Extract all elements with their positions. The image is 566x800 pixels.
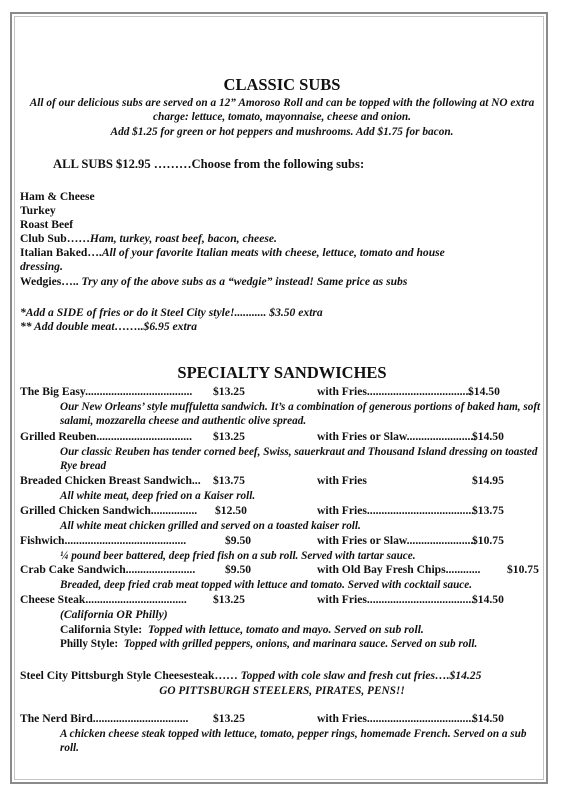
cheese-steak-name: Cheese Steak................................... [20,593,187,606]
fishwich-desc: ¼ pound beer battered, deep fried fish on a sub roll. Served with tartar sauce. [60,550,416,562]
steel-city-slogan: GO PITTSBURGH STEELERS, PIRATES, PENS!! [159,685,405,697]
philly-style [60,637,477,651]
item-wedgies [20,275,407,289]
fishwich-side-price: $10.75 [472,534,504,547]
reuben-name: Grilled Reuben................................. [20,430,192,443]
classic-subs-title: CLASSIC SUBS [223,75,341,94]
wedgies-name: Wedgies….. [20,275,79,288]
crab-cake-side: with Old Bay Fresh Chips............ [317,563,481,576]
big-easy-name: The Big Easy..................................... [20,385,193,398]
item-club-sub [20,232,277,246]
breaded-chicken-side: with Fries [317,474,367,487]
big-easy-desc: Our New Orleans’ style muffuletta sandwich. It’s a combination of generous portions of baked ham, soft salami, mozzarella cheese and authentic olive spread. [60,401,541,428]
club-sub-name: Club Sub…… [20,232,90,245]
breaded-chicken-side-price: $14.95 [472,474,504,487]
classic-subs-intro: All of our delicious subs are served on a 12” Amoroso Roll and can be topped with the following at NO extra charge: lettuce, tomato, mayonnaise, cheese and onion. [29,97,535,124]
fishwich-price: $9.50 [225,534,252,547]
all-subs-price: ALL SUBS $12.95 ………Choose from the following subs: [53,157,365,171]
cheese-steak-options: (California OR Philly) [60,608,168,621]
side-fries-note: *Add a SIDE of fries or do it Steel City style!........... $3.50 extra [20,306,323,319]
crab-cake-name: Crab Cake Sandwich........................ [20,563,196,576]
grilled-chicken-side: with Fries..................................... [317,504,475,517]
reuben-desc: Our classic Reuben has tender corned beef, Swiss, sauerkraut and Thousand Island dressing on toasted Rye bread [60,446,538,473]
wedgies-desc: Try any of the above subs as a “wedgie” instead! Same price as subs [81,275,408,288]
item-turkey: Turkey [20,204,56,217]
crab-cake-price: $9.50 [225,563,252,576]
double-meat-note: ** Add double meat……..$6.95 extra [20,320,198,333]
classic-subs-addons: Add $1.25 for green or hot peppers and mushrooms. Add $1.75 for bacon. [110,126,454,138]
crab-cake-desc: Breaded, deep fried crab meat topped with lettuce and tomato. Served with cocktail sauce. [60,579,473,591]
breaded-chicken-price: $13.75 [213,474,245,487]
breaded-chicken-name: Breaded Chicken Breast Sandwich... [20,474,201,487]
big-easy-row [20,385,192,399]
grilled-chicken-side-price: $13.75 [472,504,504,517]
club-sub-desc: Ham, turkey, roast beef, bacon, cheese. [89,232,277,245]
reuben-side-price: $14.50 [472,430,504,443]
nerd-bird-side-price: $14.50 [472,712,504,725]
grilled-chicken-price: $12.50 [215,504,247,517]
grilled-chicken-name: Grilled Chicken Sandwich................ [20,504,198,517]
california-style-desc: Topped with lettuce, tomato and mayo. Served on sub roll. [147,623,424,636]
specialty-title: SPECIALTY SANDWICHES [177,363,387,382]
steel-city-desc: Topped with cole slaw and fresh cut fries….$14.25 [240,669,482,682]
item-roast-beef: Roast Beef [20,218,74,231]
steel-city-row [20,669,481,683]
cheese-steak-price: $13.25 [213,593,245,606]
cheese-steak-side-price: $14.50 [472,593,504,606]
italian-baked-desc: All of your favorite Italian meats with cheese, lettuce, tomato and house [101,246,445,259]
reuben-side: with Fries or Slaw........................ [317,430,477,443]
philly-style-label: Philly Style: [60,638,119,650]
steel-city-name: Steel City Pittsburgh Style Cheesesteak…… [20,669,238,682]
california-style [60,623,424,637]
philly-style-desc: Topped with grilled peppers, onions, and marinara sauce. Served on sub roll. [123,638,478,650]
fishwich-name: Fishwich.......................................... [20,534,187,547]
nerd-bird-desc: A chicken cheese steak topped with lettuce, tomato, pepper rings, homemade French. Served on a sub roll. [60,728,527,755]
california-style-label: California Style: [60,623,143,636]
big-easy-side: with Fries.................................... [317,385,472,398]
big-easy-side-price: $14.50 [468,385,500,398]
cheese-steak-side: with Fries..................................... [317,593,475,606]
italian-baked-desc-cont: dressing. [20,260,63,273]
crab-cake-side-price: $10.75 [507,563,539,576]
grilled-chicken-desc: All white meat chicken grilled and served on a toasted kaiser roll. [60,520,361,532]
nerd-bird-name: The Nerd Bird................................. [20,712,189,725]
fishwich-side: with Fries or Slaw........................ [317,534,477,547]
italian-baked-name: Italian Baked…. [20,246,102,259]
reuben-price: $13.25 [213,430,245,443]
big-easy-price: $13.25 [213,385,245,398]
nerd-bird-price: $13.25 [213,712,245,725]
item-ham-cheese: Ham & Cheese [20,190,95,203]
nerd-bird-side: with Fries..................................... [317,712,475,725]
item-italian-baked [20,246,445,260]
breaded-chicken-desc: All white meat, deep fried on a Kaiser roll. [60,490,256,502]
